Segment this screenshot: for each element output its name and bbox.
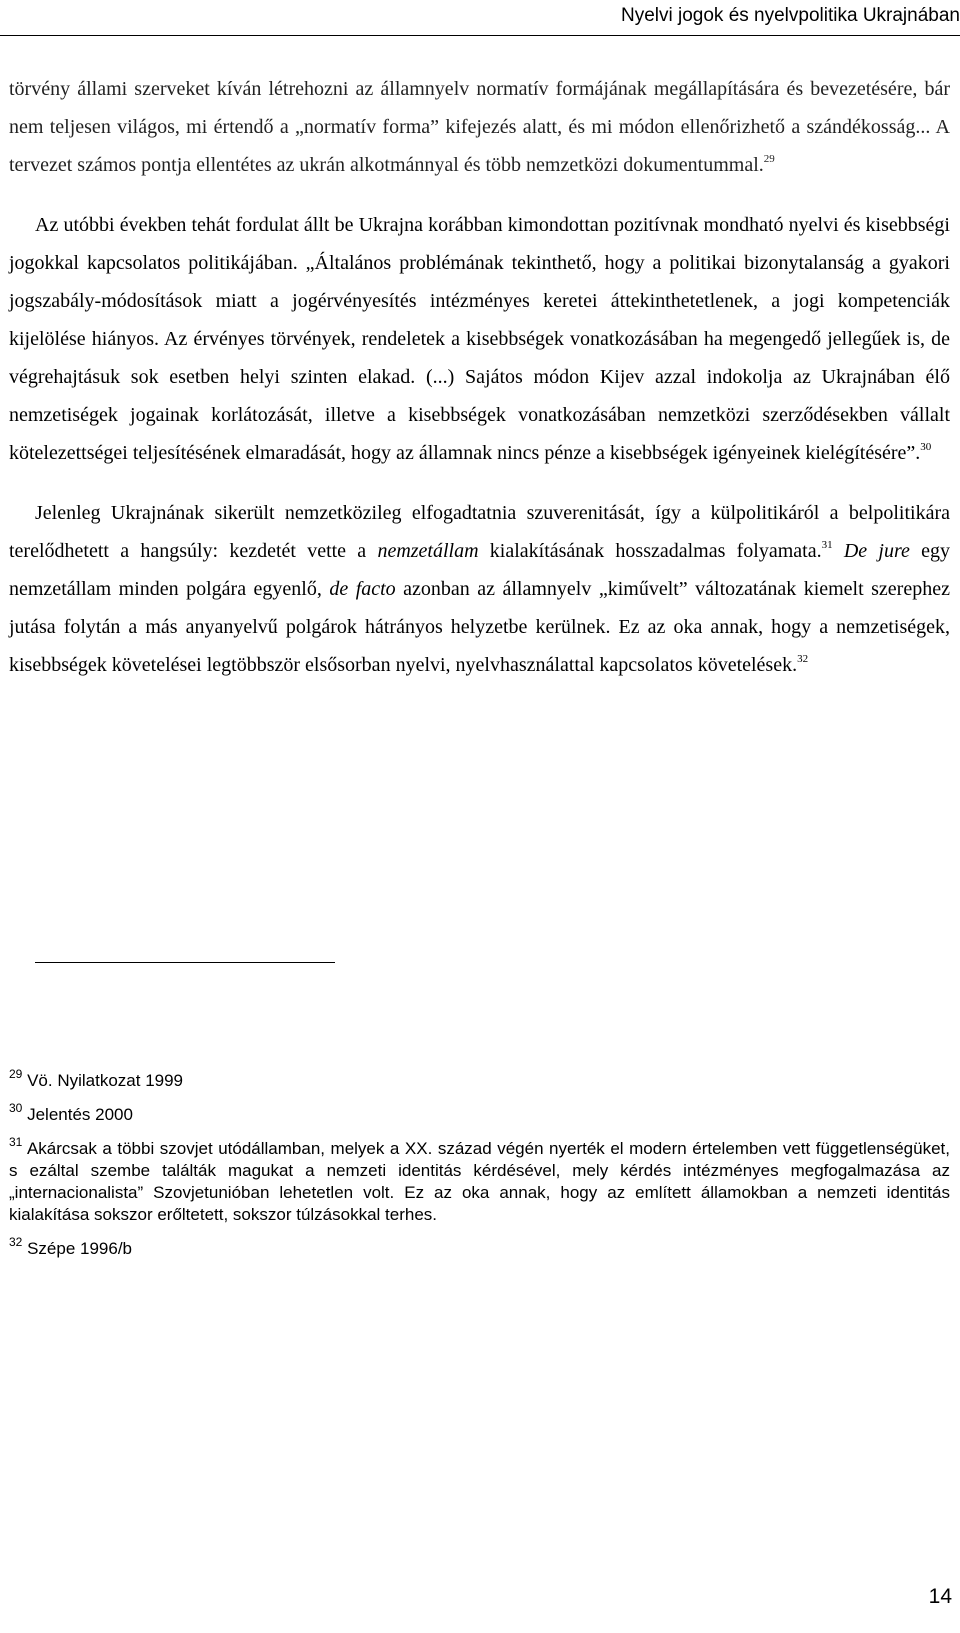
paragraph-1 (9, 70, 950, 184)
page-number: 14 (928, 1585, 952, 1608)
footnote-ref-30[interactable]: 30 (920, 441, 932, 453)
footnote-text: Vö. Nyilatkozat 1999 (27, 1071, 184, 1090)
paragraph-3 (9, 494, 950, 684)
footnote-29 (9, 1067, 950, 1092)
paragraph-3-text-b: kialakításának hosszadalmas folyamata. (478, 540, 822, 562)
footnote-ref-32[interactable]: 32 (797, 653, 809, 665)
body-text (9, 70, 950, 684)
footnote-separator (35, 962, 335, 963)
paragraph-3-text-d: azonban az államnyelv „kiművelt” változatának kiemelt szerephez jutása folytán a más anyanyelvű polgárok hátrányos helyzetbe kerülnek. Ez az oka annak, hogy a nemzetiségek, kisebbségek követelései legtöbbször elsősorban nyelvi, nyelvhasználattal kapcsolatos követelések. (9, 578, 950, 676)
footnote-text: Akárcsak a többi szovjet utódállamban, melyek a XX. század végén nyerték el modern értelemben vett függetlenségüket, s ezáltal szembe találták magukat a nemzeti identitás kérdésével, mely kérdés intézményes megfogalmazása az „internacionalista” Szovjetunióban lehetetlen volt. Ez az oka annak, hogy az említett államokban a nemzeti identitás kialakítása sokszor erőltetett, sokszor túlzásokkal terhes. (9, 1139, 950, 1224)
paragraph-3-italic-de-facto: de facto (329, 578, 396, 600)
footnote-number: 32 (9, 1235, 23, 1249)
footnotes (9, 1067, 950, 1272)
footnote-31 (9, 1135, 950, 1226)
footnote-number: 31 (9, 1135, 23, 1149)
footnote-text: Szépe 1996/b (27, 1239, 133, 1258)
footnote-ref-29[interactable]: 29 (763, 153, 775, 165)
paragraph-2-text: Az utóbbi években tehát fordulat állt be Ukrajna korábban kimondottan pozitívnak mondható nyelvi és kisebbségi jogokkal kapcsolatos politikájában. „Általános problémának tekinthető, hogy a politikai bizonytalanság a gyakori jogszabály-módosítások miatt a jogérvényesítés intézményes keretei áttekinthetetlenek, a jogi kompetenciák kijelölése hiányos. Az érvényes törvények, rendeletek a kisebbségek vonatkozásában ha megengedő jellegűek is, de végrehajtásuk sok esetben helyi szinten elakad. (...) Sajátos módon Kijev azzal indokolja az Ukrajnában élő nemzetiségek jogainak korlátozását, illetve a kisebbségek vonatkozásában nemzetközi szerződésekben vállalt kötelezettségei teljesítésének elmaradását, hogy az államnak nincs pénze a kisebbségek igényeinek kielégítésére”. (9, 214, 950, 464)
paragraph-2 (9, 206, 950, 472)
paragraph-3-text-a: Jelenleg Ukrajnának sikerült nemzetközileg elfogadtatnia szuverenitását, így a külpolitikáról a belpolitikára terelődhetett a hangsúly: kezdetét vette a (9, 502, 950, 562)
running-title: Nyelvi jogok és nyelvpolitika Ukrajnában (620, 5, 960, 26)
footnote-number: 29 (9, 1067, 23, 1081)
paragraph-3-text-c: egy nemzetállam minden polgára egyenlő, (9, 540, 951, 600)
paragraph-3-italic-de-jure: De jure (843, 540, 910, 562)
footnote-32 (9, 1235, 950, 1260)
footnote-number: 30 (9, 1101, 23, 1115)
footnote-ref-31[interactable]: 31 (821, 539, 833, 551)
footnote-text: Jelentés 2000 (27, 1105, 133, 1124)
header-rule (0, 35, 960, 36)
footnote-30 (9, 1101, 950, 1126)
paragraph-3-italic-nemzetallam: nemzetállam (377, 540, 479, 562)
paragraph-1-text: törvény állami szerveket kíván létrehozni az államnyelv normatív formájának megállapítására és bevezetésére, bár nem teljesen világos, mi értendő a „normatív forma” kifejezés alatt, és mi módon ellenőrizhető a szándékosság... A tervezet számos pontja ellentétes az ukrán alkotmánnyal és több nemzetközi dokumentummal. (9, 78, 950, 176)
running-header (0, 2, 960, 32)
